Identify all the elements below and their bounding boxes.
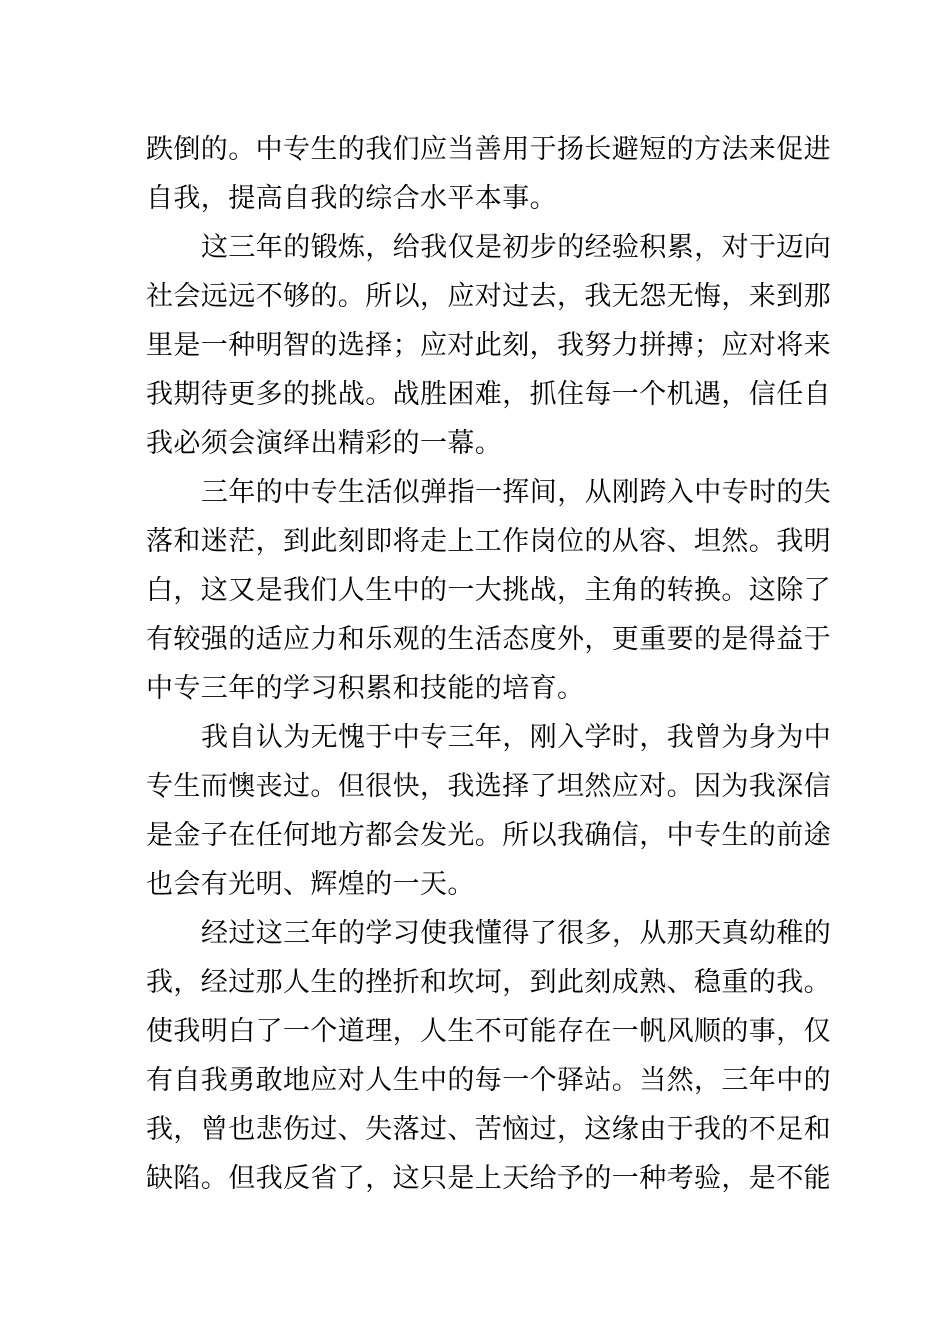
- text-line: 白，这又是我们人生中的一大挑战，主角的转换。这除了: [146, 575, 831, 606]
- paragraph-first-line: 我自认为无愧于中专三年，刚入学时，我曾为身为中: [201, 722, 832, 753]
- text-line: 使我明白了一个道理，人生不可能存在一帆风顺的事，仅: [146, 1016, 831, 1047]
- text-line: 有较强的适应力和乐观的生活态度外，更重要的是得益于: [146, 624, 831, 655]
- paragraph-first-line: 这三年的锻炼，给我仅是初步的经验积累，对于迈向: [201, 232, 832, 263]
- paragraph-first-line: 经过这三年的学习使我懂得了很多，从那天真幼稚的: [201, 918, 832, 949]
- text-line: 跌倒的。中专生的我们应当善用于扬长避短的方法来促进: [146, 134, 831, 165]
- text-line: 我，经过那人生的挫折和坎坷，到此刻成熟、稳重的我。: [146, 967, 831, 998]
- text-line: 缺陷。但我反省了，这只是上天给予的一种考验，是不能: [146, 1163, 831, 1194]
- text-line: 落和迷茫，到此刻即将走上工作岗位的从容、坦然。我明: [146, 526, 831, 557]
- text-line: 社会远远不够的。所以，应对过去，我无怨无悔，来到那: [146, 281, 831, 312]
- text-line: 是金子在任何地方都会发光。所以我确信，中专生的前途: [146, 820, 831, 851]
- text-line: 中专三年的学习积累和技能的培育。: [146, 673, 585, 704]
- text-line: 我，曾也悲伤过、失落过、苦恼过，这缘由于我的不足和: [146, 1114, 831, 1145]
- text-line: 有自我勇敢地应对人生中的每一个驿站。当然，三年中的: [146, 1065, 831, 1096]
- text-line: 里是一种明智的选择；应对此刻，我努力拼搏；应对将来: [146, 330, 831, 361]
- paragraph-first-line: 三年的中专生活似弹指一挥间，从刚跨入中专时的失: [201, 477, 832, 508]
- text-line: 也会有光明、辉煌的一天。: [146, 869, 475, 900]
- text-line: 我期待更多的挑战。战胜困难，抓住每一个机遇，信任自: [146, 379, 831, 410]
- text-line: 专生而懊丧过。但很快，我选择了坦然应对。因为我深信: [146, 771, 831, 802]
- text-line: 自我，提高自我的综合水平本事。: [146, 183, 557, 214]
- document-body: [146, 125, 832, 1203]
- text-line: 我必须会演绎出精彩的一幕。: [146, 428, 503, 459]
